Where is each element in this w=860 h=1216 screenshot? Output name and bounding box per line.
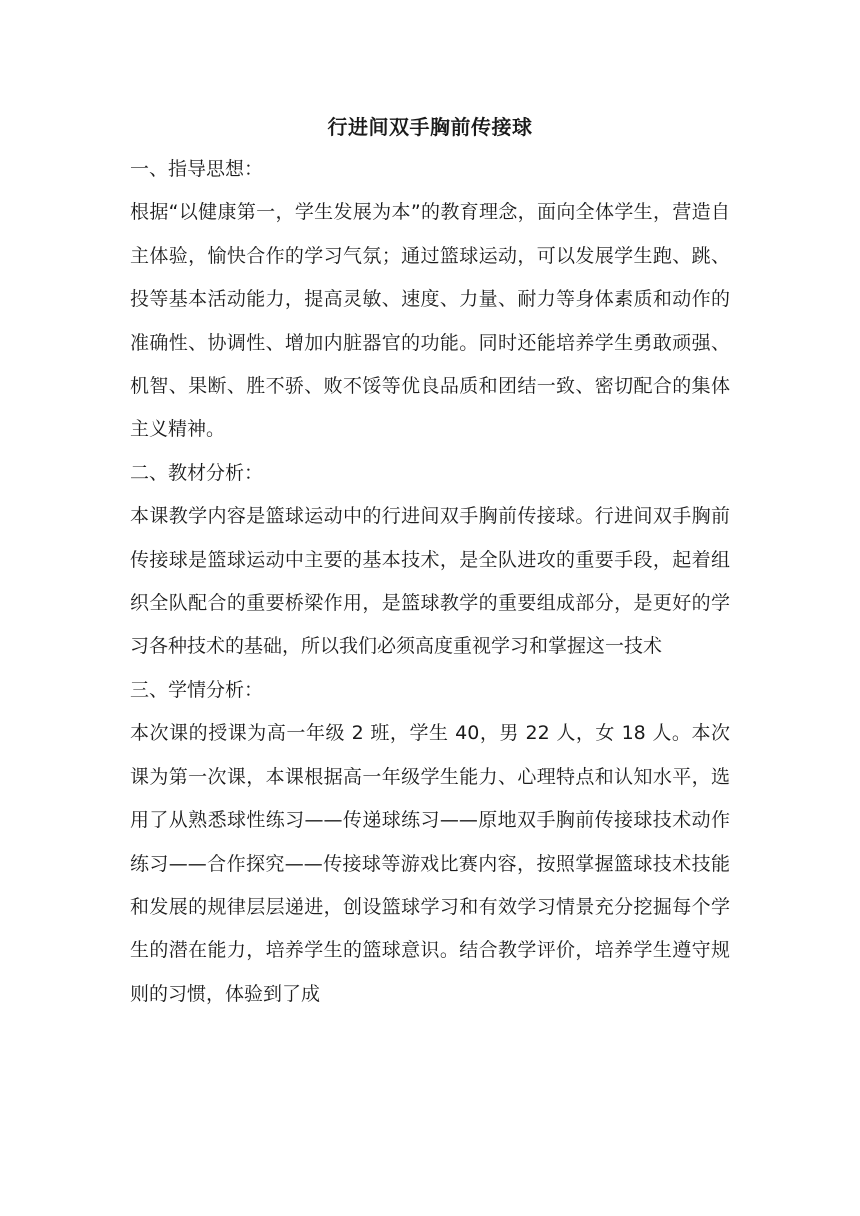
document-body bbox=[130, 106, 730, 1016]
paragraph-guiding-ideology: 根据“以健康第一，学生发展为本”的教育理念，面向全体学生，营造自主体验，愉快合作的学习气氛；通过篮球运动，可以发展学生跑、跳、投等基本活动能力，提高灵敏、速度、力量、耐力等身体素质和动作的准确性、协调性、增加内脏器官的功能。同时还能培养学生勇敢顽强、机智、果断、胜不骄、败不馁等优良品质和团结一致、密切配合的集体主义精神。 bbox=[130, 201, 730, 441]
section-heading-guiding-ideology: 一、指导思想： bbox=[130, 158, 264, 180]
document-title: 行进间双手胸前传接球 bbox=[327, 115, 533, 139]
section-material-analysis bbox=[130, 452, 730, 669]
paragraph-material-analysis: 本课教学内容是篮球运动中的行进间双手胸前传接球。行进间双手胸前传接球是篮球运动中主要的基本技术，是全队进攻的重要手段，起着组织全队配合的重要桥梁作用，是篮球教学的重要组成部分，是更好的学习各种技术的基础，所以我们必须高度重视学习和掌握这一技术 bbox=[130, 505, 730, 658]
section-heading-student-analysis: 三、学情分析： bbox=[130, 678, 264, 701]
section-heading-material-analysis: 二、教材分析： bbox=[130, 461, 264, 484]
paragraph-student-analysis: 本次课的授课为高一年级 2 班，学生 40，男 22 人，女 18 人。本次课为第一次课，本课根据高一年级学生能力、心理特点和认知水平，选用了从熟悉球性练习——传递球练习——原地双手胸前传接球技术动作练习——合作探究——传接球等游戏比赛内容，按照掌握篮球技术技能和发展的规律层层递进，创设篮球学习和有效学习情景充分挖掘每个学生的潜在能力，培养学生的篮球意识。结合教学评价，培养学生遵守规则的习惯，体验到了成 bbox=[130, 722, 730, 1005]
section-student-analysis bbox=[130, 669, 730, 1016]
section-guiding-ideology bbox=[130, 148, 730, 452]
